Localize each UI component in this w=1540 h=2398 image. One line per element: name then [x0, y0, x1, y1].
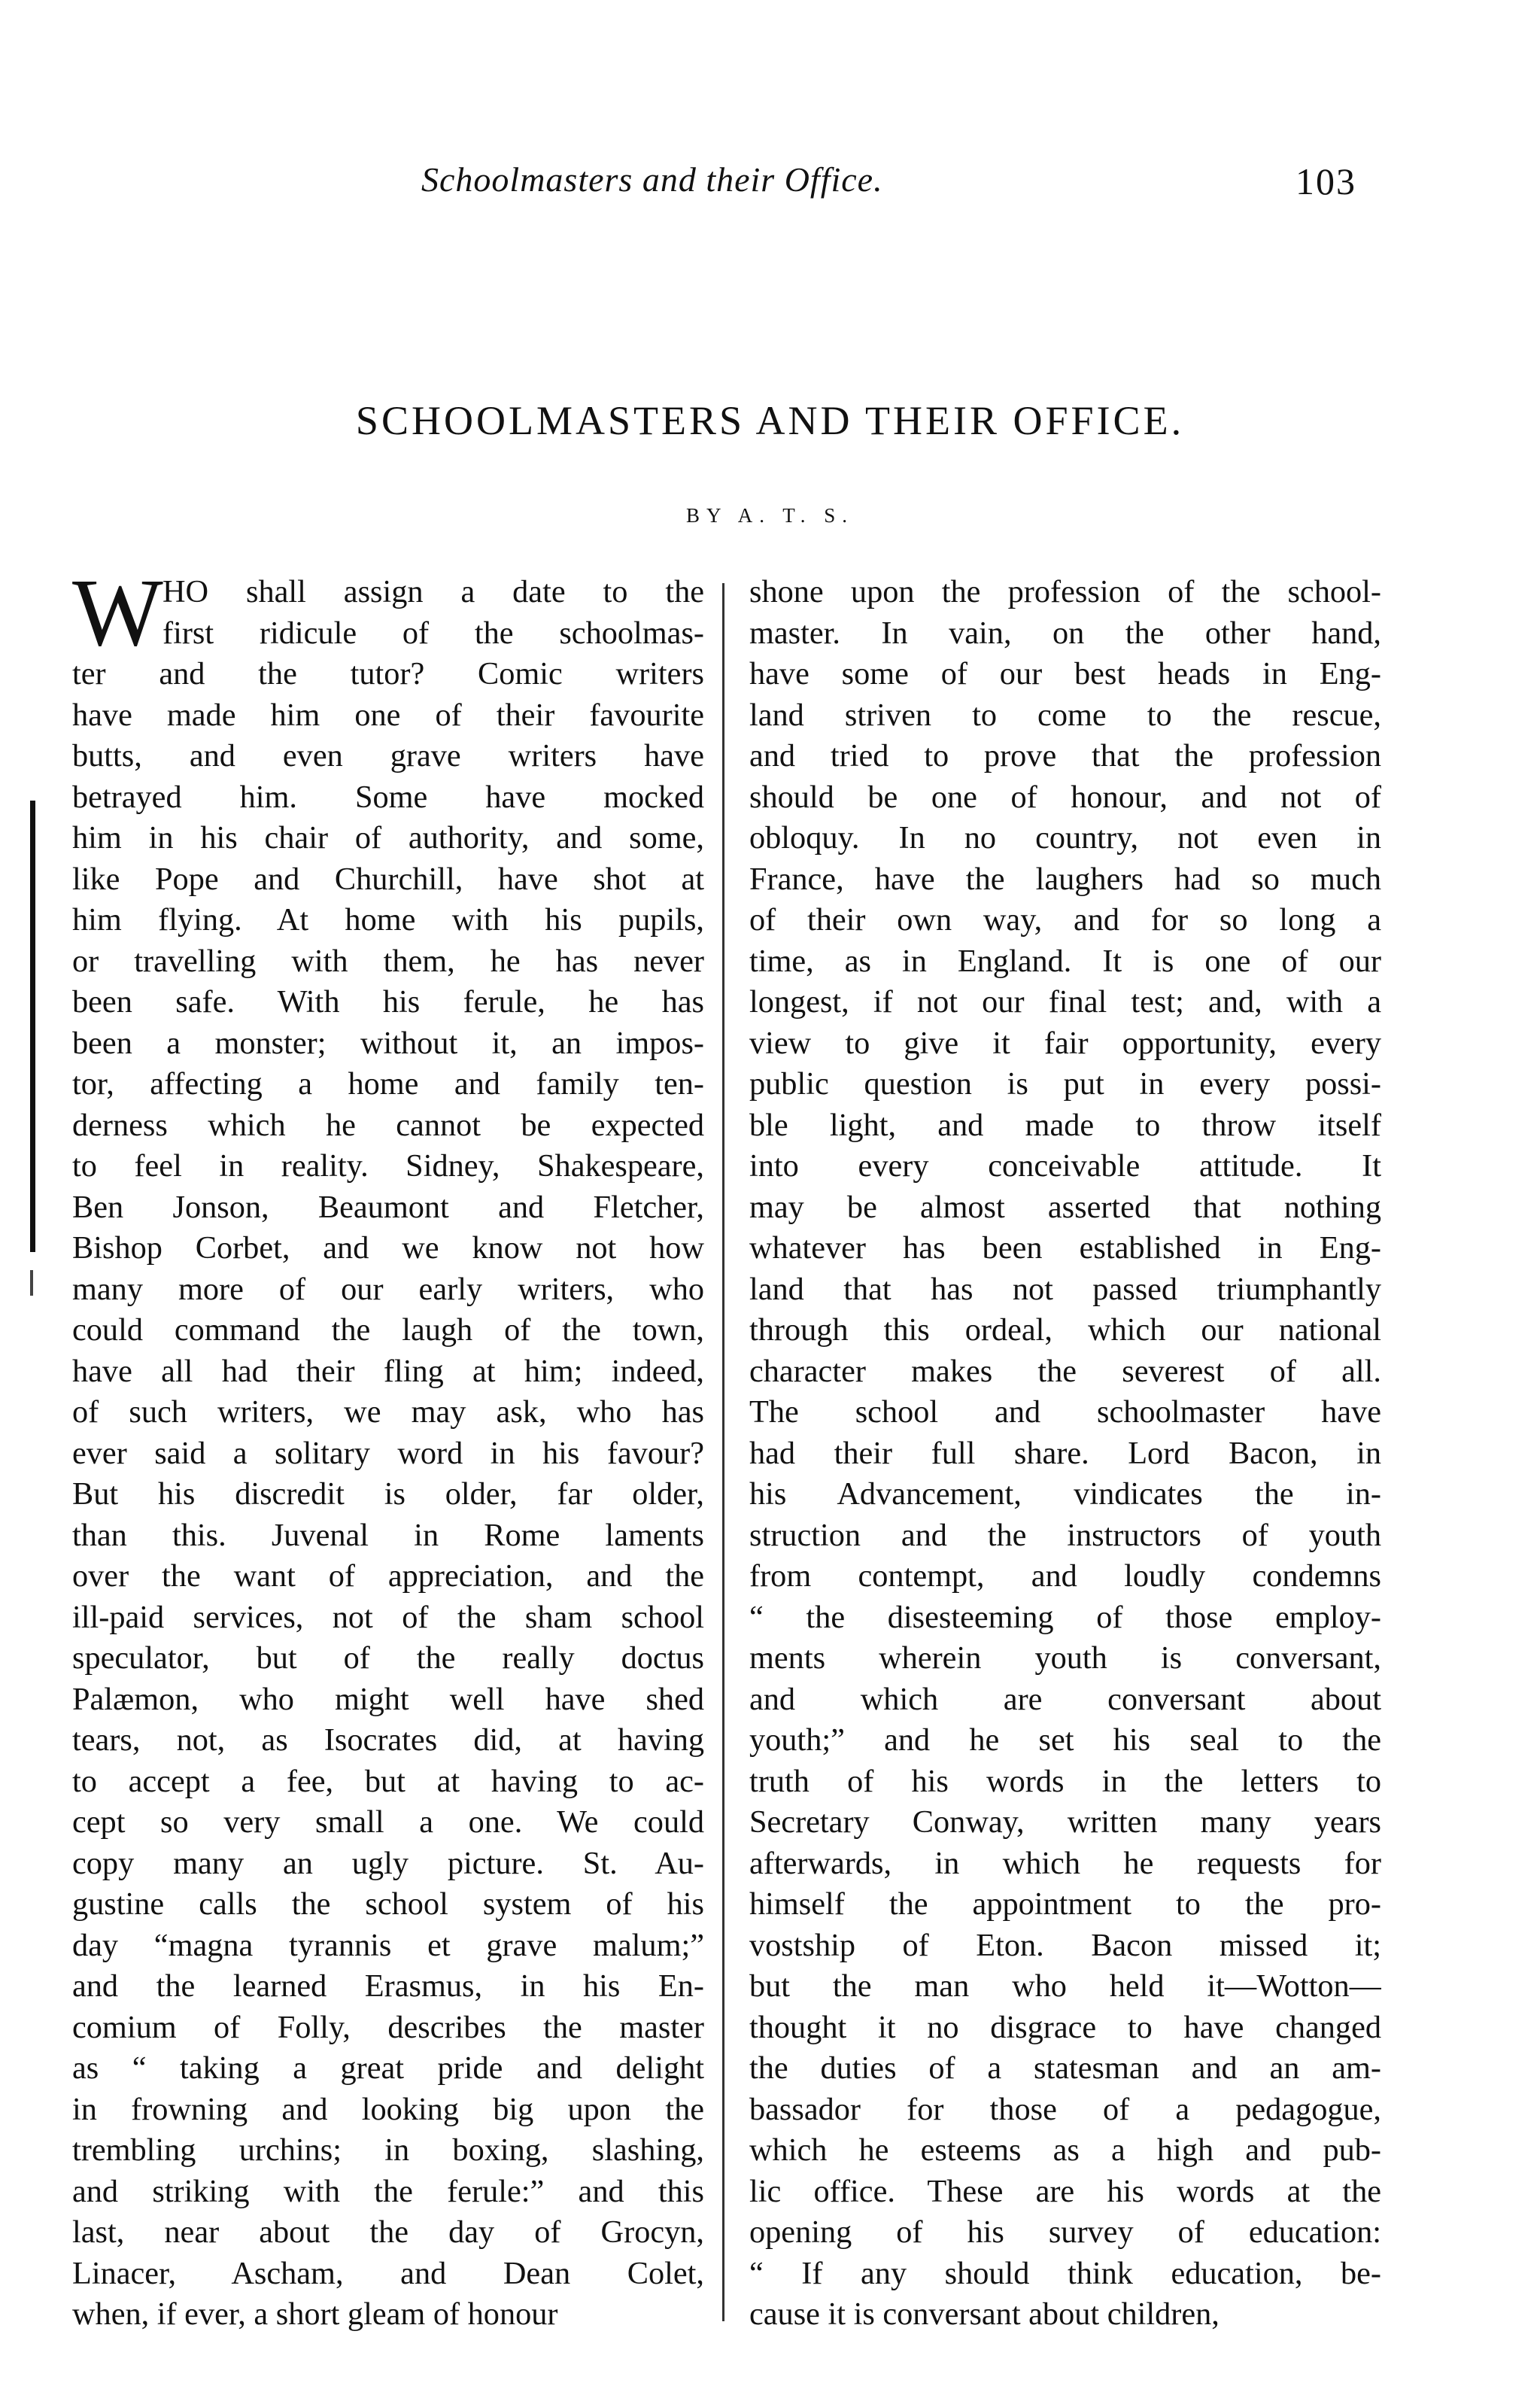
text-line: The school and schoolmaster have — [749, 1394, 1381, 1430]
text-line: have all had their fling at him; indeed, — [72, 1353, 704, 1389]
text-line: France, have the laughers had so much — [749, 861, 1381, 897]
left-column — [72, 572, 704, 2336]
text-line: afterwards, in which he requests for — [749, 1845, 1381, 1881]
text-line: last, near about the day of Grocyn, — [72, 2214, 704, 2250]
text-line: through this ordeal, which our national — [749, 1312, 1381, 1348]
text-line: Ben Jonson, Beaumont and Fletcher, — [72, 1189, 704, 1225]
text-line: vostship of Eton. Bacon missed it; — [749, 1927, 1381, 1963]
page-number: 103 — [1295, 160, 1356, 202]
text-line: ill-paid services, not of the sham school — [72, 1599, 704, 1635]
text-line: shone upon the profession of the school- — [749, 574, 1381, 609]
text-line: cept so very small a one. We could — [72, 1804, 704, 1840]
text-line: view to give it fair opportunity, every — [749, 1025, 1381, 1061]
text-line: than this. Juvenal in Rome laments — [72, 1517, 704, 1553]
running-head: Schoolmasters and their Office. — [421, 160, 883, 199]
text-line: time, as in England. It is one of our — [749, 943, 1381, 979]
text-line: and striking with the ferule:” and this — [72, 2173, 704, 2209]
text-line: his Advancement, vindicates the in- — [749, 1476, 1381, 1512]
text-line: Bishop Corbet, and we know not how — [72, 1230, 704, 1266]
text-line: betrayed him. Some have mocked — [72, 779, 704, 815]
text-line: copy many an ugly picture. St. Au- — [72, 1845, 704, 1881]
text-line: him flying. At home with his pupils, — [72, 902, 704, 938]
text-line: opening of his survey of education: — [749, 2214, 1381, 2250]
byline: BY A. T. S. — [685, 504, 855, 527]
text-line: had their full share. Lord Bacon, in — [749, 1435, 1381, 1471]
text-line: Palæmon, who might well have shed — [72, 1681, 704, 1717]
text-line: ter and the tutor? Comic writers — [72, 656, 704, 691]
margin-mark — [30, 801, 35, 1252]
text-line: to feel in reality. Sidney, Shakespeare, — [72, 1148, 704, 1184]
text-line: but the man who held it—Wotton— — [749, 1968, 1381, 2004]
text-line: Linacer, Ascham, and Dean Colet, — [72, 2255, 704, 2291]
text-line: should be one of honour, and not of — [749, 779, 1381, 815]
text-line: derness which he cannot be expected — [72, 1107, 704, 1143]
text-line: longest, if not our final test; and, with a — [749, 984, 1381, 1020]
text-line: truth of his words in the letters to — [749, 1763, 1381, 1799]
text-line: have some of our best heads in Eng- — [749, 656, 1381, 691]
text-line: the duties of a statesman and an am- — [749, 2050, 1381, 2086]
drop-cap: W — [72, 559, 163, 666]
text-line: which he esteems as a high and pub- — [749, 2132, 1381, 2168]
text-line: gustine calls the school system of his — [72, 1886, 704, 1922]
text-line: master. In vain, on the other hand, — [749, 615, 1381, 651]
text-line: day “magna tyrannis et grave malum;” — [72, 1927, 704, 1963]
text-line: into every conceivable attitude. It — [749, 1148, 1381, 1184]
article-title: SCHOOLMASTERS AND THEIR OFFICE. — [355, 398, 1185, 443]
text-line: him in his chair of authority, and some, — [72, 820, 704, 856]
text-line: youth;” and he set his seal to the — [749, 1722, 1381, 1758]
text-line: “ the disesteeming of those employ- — [749, 1599, 1381, 1635]
text-line: cause it is conversant about children, — [749, 2296, 1220, 2332]
right-column — [749, 572, 1381, 2336]
text-line: speculator, but of the really doctus — [72, 1640, 704, 1676]
text-line: and which are conversant about — [749, 1681, 1381, 1717]
text-line: and the learned Erasmus, in his En- — [72, 1968, 704, 2004]
text-line: or travelling with them, he has never — [72, 943, 704, 979]
text-line: many more of our early writers, who — [72, 1271, 704, 1307]
text-line: struction and the instructors of youth — [749, 1517, 1381, 1553]
text-line: like Pope and Churchill, have shot at — [72, 861, 704, 897]
text-line: thought it no disgrace to have changed — [749, 2009, 1381, 2045]
text-line: and tried to prove that the profession — [749, 738, 1381, 773]
margin-tick — [30, 1270, 33, 1296]
text-line: “ If any should think education, be- — [749, 2255, 1381, 2291]
text-line: may be almost asserted that nothing — [749, 1189, 1381, 1225]
text-line: ever said a solitary word in his favour? — [72, 1435, 704, 1471]
text-line: comium of Folly, describes the master — [72, 2009, 704, 2045]
text-line: first ridicule of the schoolmas- — [163, 615, 704, 651]
text-line: butts, and even grave writers have — [72, 738, 704, 773]
text-line: of such writers, we may ask, who has — [72, 1394, 704, 1430]
text-line: been safe. With his ferule, he has — [72, 984, 704, 1020]
text-line: when, if ever, a short gleam of honour — [72, 2296, 558, 2332]
text-line: character makes the severest of all. — [749, 1353, 1381, 1389]
text-line: from contempt, and loudly condemns — [749, 1558, 1381, 1594]
text-line: himself the appointment to the pro- — [749, 1886, 1381, 1922]
text-line: in frowning and looking big upon the — [72, 2091, 704, 2127]
text-line: bassador for those of a pedagogue, — [749, 2091, 1381, 2127]
text-line: tears, not, as Isocrates did, at having — [72, 1722, 704, 1758]
text-line: of their own way, and for so long a — [749, 902, 1381, 938]
text-line: land striven to come to the rescue, — [749, 697, 1381, 733]
text-line: been a monster; without it, an impos- — [72, 1025, 704, 1061]
text-line: could command the laugh of the town, — [72, 1312, 704, 1348]
text-line: as “ taking a great pride and delight — [72, 2050, 704, 2086]
text-line: to accept a fee, but at having to ac- — [72, 1763, 704, 1799]
text-line: HO shall assign a date to the — [163, 574, 704, 609]
text-line: land that has not passed triumphantly — [749, 1271, 1381, 1307]
text-line: tor, affecting a home and family ten- — [72, 1066, 704, 1102]
text-line: whatever has been established in Eng- — [749, 1230, 1381, 1266]
text-line: over the want of appreciation, and the — [72, 1558, 704, 1594]
text-line: But his discredit is older, far older, — [72, 1476, 704, 1512]
text-line: public question is put in every possi- — [749, 1066, 1381, 1102]
text-line: have made him one of their favourite — [72, 697, 704, 733]
text-line: lic office. These are his words at the — [749, 2173, 1381, 2209]
text-line: Secretary Conway, written many years — [749, 1804, 1381, 1840]
text-line: obloquy. In no country, not even in — [749, 820, 1381, 856]
text-line: trembling urchins; in boxing, slashing, — [72, 2132, 704, 2168]
text-line: ble light, and made to throw itself — [749, 1107, 1381, 1143]
column-divider — [722, 583, 724, 2321]
text-line: ments wherein youth is conversant, — [749, 1640, 1381, 1676]
